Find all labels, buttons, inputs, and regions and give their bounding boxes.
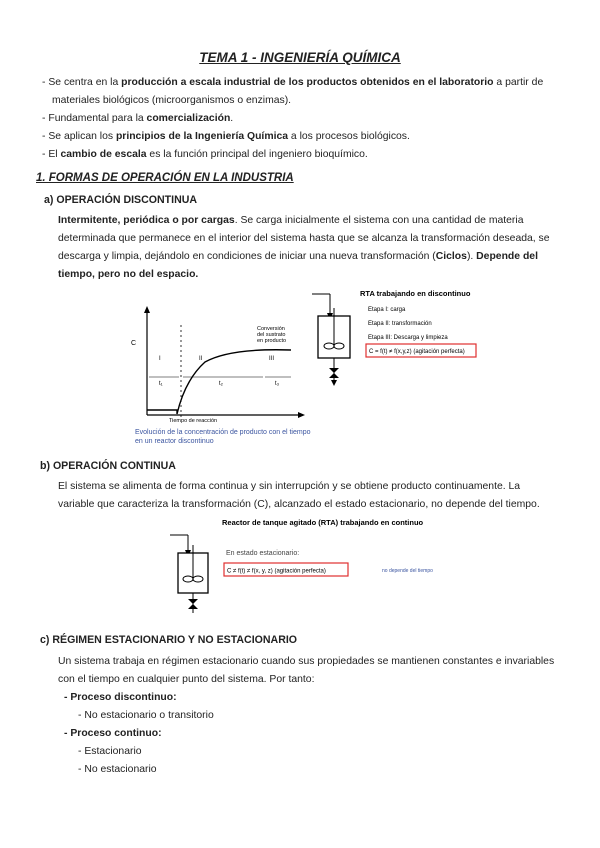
para-a-line-2: determinada que permanece en el interior del sistema hasta que se alcanza la transformación deseada, se [58,233,550,244]
intro-line-2: materiales biológicos (microorganismos o enzimas). [52,95,292,106]
continuous-formula: C ≠ f(t) ≠ f(x, y, z) (agitación perfecta) [227,568,326,575]
para-c-line-1: Un sistema trabaja en régimen estacionario cuando sus propiedades se mantienen constantes e invariables [58,656,555,667]
subheading-b: b) OPERACIÓN CONTINUA [40,460,176,472]
stage-3: Etapa III: Descarga y limpieza [368,335,448,341]
t2-label: t₂ [219,381,223,387]
valve-bottom [329,373,339,378]
batch-reactor-label: RTA trabajando en discontinuo [360,289,471,298]
process-continuous-item-1: - Estacionario [78,746,142,757]
para-b-line-2: variable que caracteriza la transformación (C), alcanzado el estado estacionario, no depende del tiempo. [58,499,540,510]
phase-3-label: III [269,356,275,362]
batch-reactor-figure [312,284,492,390]
phase-2-label: II [199,356,203,362]
section-heading: 1. FORMAS DE OPERACIÓN EN LA INDUSTRIA [36,172,294,184]
para-c-line-2: con el tiempo en cualquier punto del sistema. Por tanto: [58,674,315,685]
valve-top-b [188,599,198,604]
graph-caption-2: en un reactor discontinuo [135,438,214,445]
subheading-c: c) RÉGIMEN ESTACIONARIO Y NO ESTACIONARIO [40,634,298,646]
t1-label: t₁ [159,381,163,387]
batch-formula: C = f(t) ≠ f(x,y,z) (agitación perfecta) [369,349,465,355]
valve-top [329,368,339,373]
intro-line-5: - El cambio de escala es la función principal del ingeniero bioquímico. [42,149,368,160]
stage-2: Etapa II: transformación [368,321,432,327]
para-b-line-1: El sistema se alimenta de forma continua y sin interrupción y se obtiene producto continuamente. La [58,481,521,492]
process-discontinuous-item: - No estacionario o transitorio [78,710,214,721]
time-independence-note: no depende del tiempo [382,568,433,574]
outlet-arrow [331,380,337,386]
process-continuous-item-2: - No estacionario [78,764,157,775]
concentration-graph [125,300,310,445]
intro-line-3: - Fundamental para la comercialización. [42,113,234,124]
continuous-reactor-label: Reactor de tanque agitado (RTA) trabajando en continuo [222,518,424,527]
x-axis-arrow [298,412,305,418]
intro-line-4: - Se aplican los principios de la Ingeniería Química a los procesos biológicos. [42,131,410,142]
process-continuous: - Proceso continuo: [64,728,162,739]
page-title: TEMA 1 - INGENIERÍA QUÍMICA [199,50,401,65]
y-axis-label: C [131,340,137,347]
continuous-reactor-figure [170,515,460,615]
subheading-a: a) OPERACIÓN DISCONTINUA [44,194,198,206]
para-a-line-4: tiempo, pero no del espacio. [58,269,199,280]
t3-label: t₃ [275,381,280,387]
para-a-line-1: Intermitente, periódica o por cargas. Se carga inicialmente el sistema con una cantidad de materia [58,215,524,226]
graph-caption-1: Evolución de la concentración de producto con el tiempo [135,429,311,436]
para-a-line-3: descarga y limpia, dejándolo en condiciones de iniciar una nueva transformación (Ciclos). Depende del [58,251,538,262]
valve-bottom-b [188,604,198,609]
curve-note: Conversión del sustrato en producto [257,326,287,344]
stage-1: Etapa I: carga [368,307,406,313]
phase-1-label: I [159,356,161,362]
time-note: Tiempo de reacción [169,418,218,424]
process-discontinuous: - Proceso discontinuo: [64,692,177,703]
steady-state-label: En estado estacionario: [226,550,300,557]
intro-line-1: - Se centra en la producción a escala industrial de los productos obtenidos en el laboratorio a partir de [42,77,544,88]
y-axis-arrow [144,306,150,313]
